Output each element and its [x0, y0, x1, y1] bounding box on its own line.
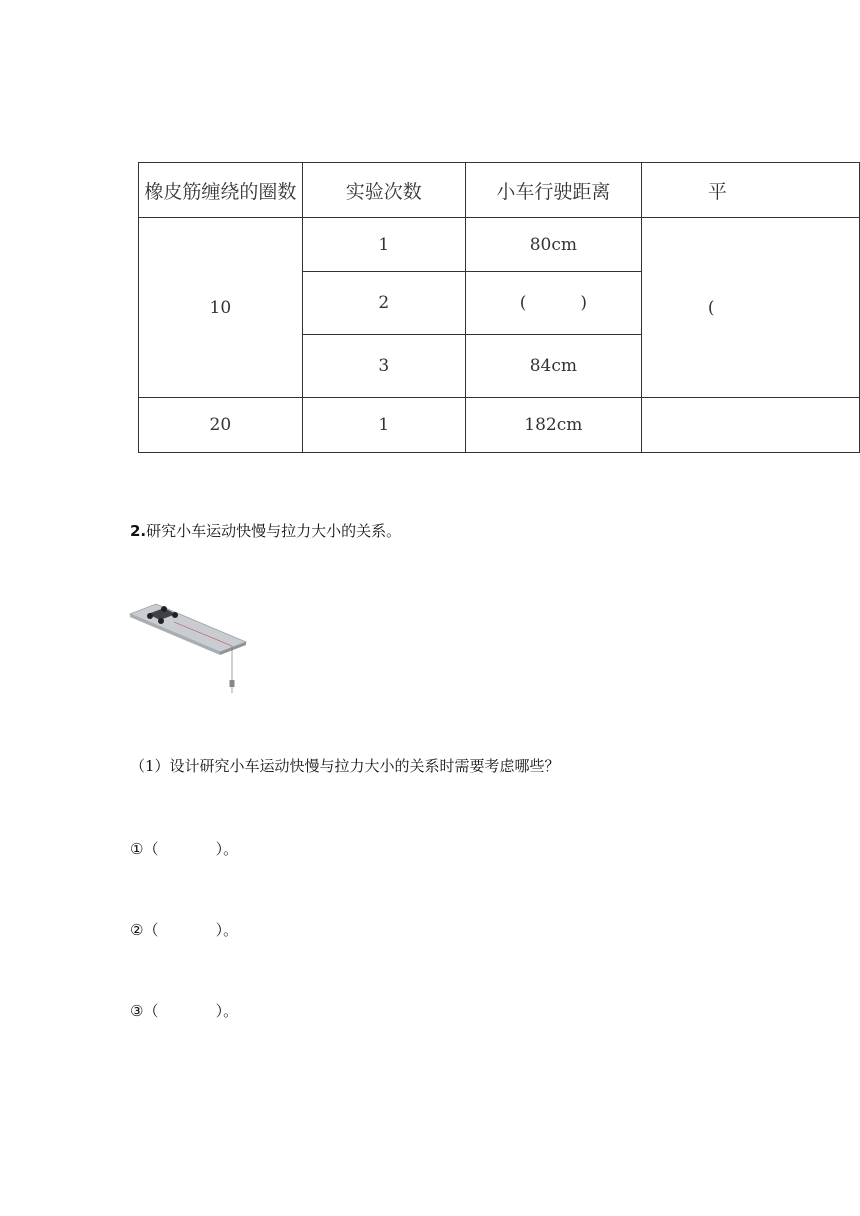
- question-text: 研究小车运动快慢与拉力大小的关系。: [146, 522, 402, 540]
- sub-question-1: （1）设计研究小车运动快慢与拉力大小的关系时需要考虑哪些？: [130, 757, 560, 775]
- cell-trial: 2: [302, 272, 465, 335]
- cell-distance-blank[interactable]: ( ): [465, 272, 641, 335]
- answer-blank-2[interactable]: ②（ ）。: [130, 921, 239, 939]
- question-number: 2.: [130, 522, 147, 540]
- header-distance: 小车行驶距离: [465, 163, 641, 218]
- cell-trial: 1: [302, 218, 465, 272]
- experiment-table: [138, 162, 860, 453]
- cell-distance: 80cm: [465, 218, 641, 272]
- cell-distance: 84cm: [465, 335, 641, 398]
- cell-distance: 182cm: [465, 398, 641, 453]
- cell-trial: 1: [302, 398, 465, 453]
- car-on-board-illustration: [128, 600, 248, 696]
- answer-blank-3[interactable]: ③（ ）。: [130, 1002, 239, 1020]
- cell-turns-10: 10: [139, 218, 303, 398]
- cell-average-blank[interactable]: (: [641, 218, 859, 398]
- cell-turns-20: 20: [139, 398, 303, 453]
- header-trials: 实验次数: [302, 163, 465, 218]
- header-average: 平: [641, 163, 859, 218]
- cell-average: [641, 398, 859, 453]
- header-turns: 橡皮筋缠绕的圈数: [139, 163, 303, 218]
- question-2-title: [130, 520, 401, 541]
- answer-blank-1[interactable]: ①（ ）。: [130, 840, 239, 858]
- cell-trial: 3: [302, 335, 465, 398]
